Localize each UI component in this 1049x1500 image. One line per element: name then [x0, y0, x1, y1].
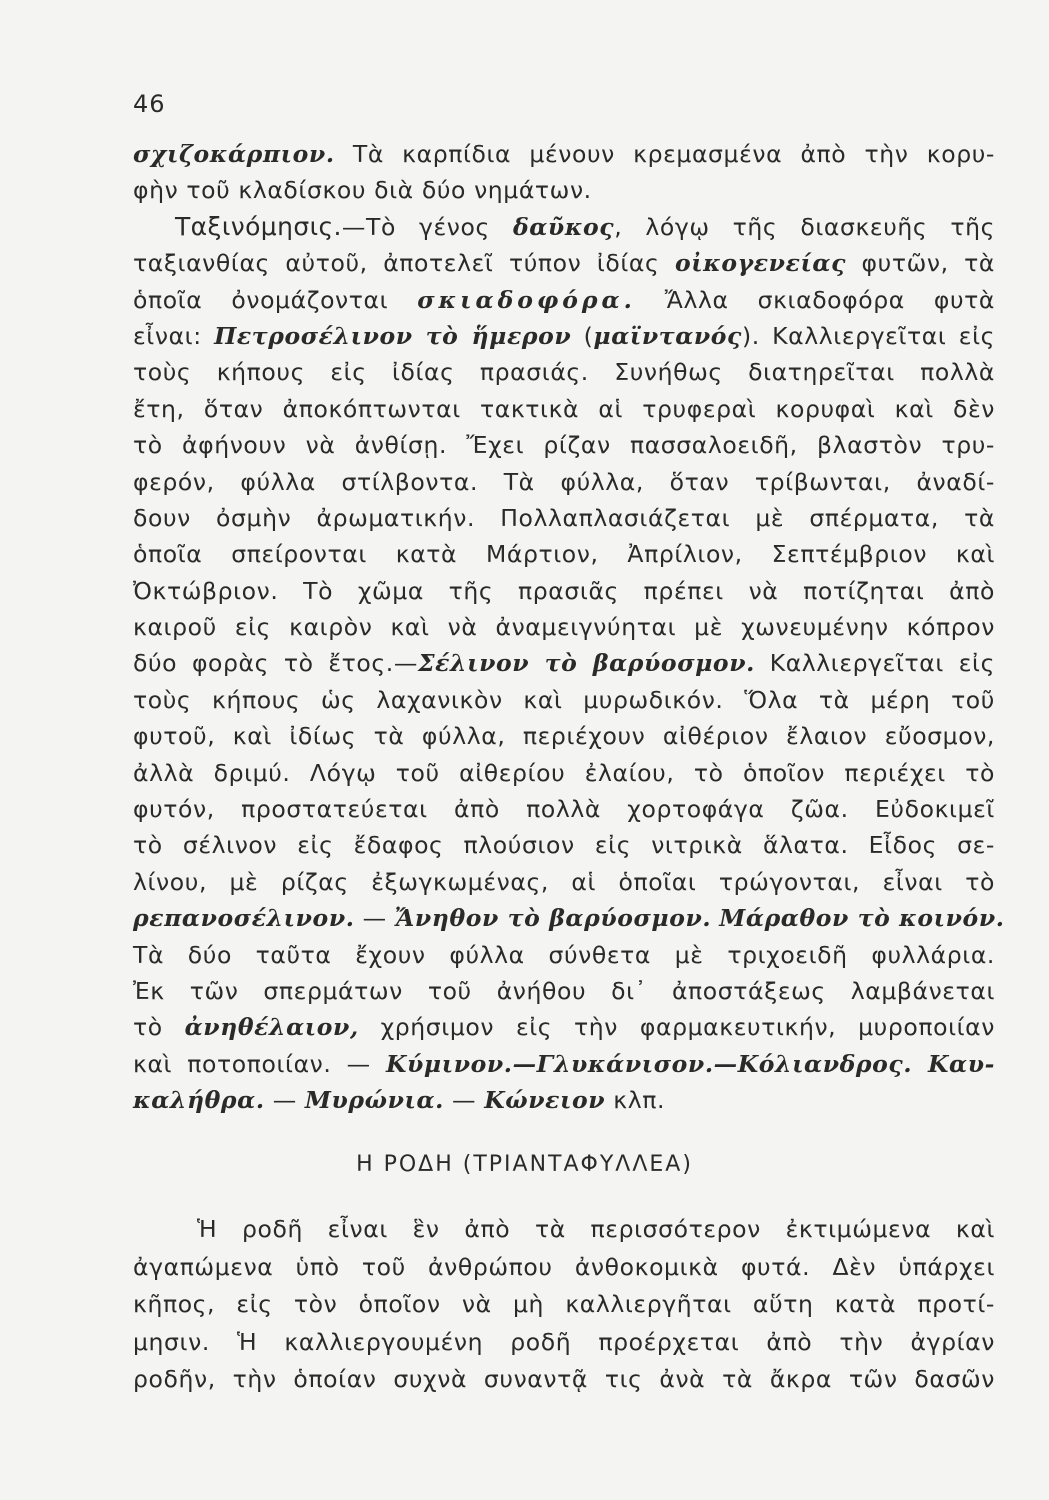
text-line: ροδῆν, τὴν ὁποίαν συχνὰ συναντᾷ τις ἀνὰ τὰ ἄκρα τῶν δασῶν	[133, 1365, 995, 1393]
italic-term: δαῦκος	[512, 212, 615, 241]
text-line: Ταξινόμησις.—Τὸ γένος δαῦκος, λόγῳ τῆς διασκευῆς τῆς	[175, 211, 995, 241]
italic-term: σχιζοκάρπιον.	[133, 140, 335, 168]
italic-term: καλήθρα.	[133, 1086, 265, 1115]
text-line: τοὺς κήπους ὡς λαχανικὸν καὶ μυρωδικόν. Ὅλα τὰ μέρη τοῦ	[133, 685, 995, 714]
text-line: μησιν. Ἡ καλλιεργουμένη ροδῆ προέρχεται ἀπὸ τὴν ἀγρίαν	[133, 1327, 995, 1356]
italic-term: Κώνειον	[484, 1086, 606, 1115]
text-line: ρεπανοσέλινον. — Ἄνηθον τὸ βαρύοσμον. Μάραθον τὸ κοινόν.	[133, 904, 1005, 933]
text-line: Ἐκ τῶν σπερμάτων τοῦ ἀνήθου δι᾽ ἀποστάξεως λαμβάνεται	[133, 976, 995, 1005]
text-line: ταξιανθίας αὐτοῦ, ἀποτελεῖ τύπον ἰδίας οἰκογενείας φυτῶν, τὰ	[133, 249, 996, 278]
italic-term: ρεπανοσέλινον.	[133, 904, 355, 933]
italic-term: ἀνηθέλαιον,	[184, 1013, 359, 1042]
text-line: τοὺς κήπους εἰς ἰδίας πρασιάς. Συνήθως διατηρεῖται πολλὰ	[133, 358, 995, 387]
text-line: φυτόν, προστατεύεται ἀπὸ πολλὰ χορτοφάγα ζῶα. Εὐδοκιμεῖ	[133, 795, 995, 824]
italic-term: Πετροσέλινον τὸ ἥμερον	[214, 321, 572, 350]
text-line: φυτοῦ, καὶ ἰδίως τὰ φύλλα, περιέχουν αἰθέριον ἔλαιον εὔοσμον,	[133, 722, 995, 751]
text-line: Ὀκτώβριον. Τὸ χῶμα τῆς πρασιᾶς πρέπει νὰ ποτίζηται ἀπὸ	[133, 576, 995, 605]
text-line: κῆπος, εἰς τὸν ὁποῖον νὰ μὴ καλλιεργῆται αὕτη κατὰ προτί-	[133, 1290, 995, 1318]
text-line: καλήθρα. — Μυρώνια. — Κώνειον κλπ.	[133, 1086, 666, 1115]
text-line: τὸ ἀφήνουν νὰ ἀνθίσῃ. Ἔχει ρίζαν πασσαλοειδῆ, βλαστὸν τρυ-	[133, 431, 995, 460]
text-line: δουν ὀσμὴν ἀρωματικήν. Πολλαπλασιάζεται μὲ σπέρματα, τὰ	[133, 503, 995, 532]
section-text-block	[133, 1211, 995, 1399]
section-title: Η ΡΟΔΗ (ΤΡΙΑΝΤΑΦΥΛΛΕΑ)	[356, 1152, 693, 1177]
text-line: τὸ ἀνηθέλαιον, χρήσιμον εἰς τὴν φαρμακευτικήν, μυροποιίαν	[133, 1013, 995, 1042]
text-line: Τὰ δύο ταῦτα ἔχουν φύλλα σύνθετα μὲ τριχοειδῆ φυλλάρια.	[133, 940, 995, 969]
text-line: ὁποῖα ὀνομάζονται σκιαδοφόρα. Ἄλλα σκιαδοφόρα φυτὰ	[133, 285, 995, 314]
text-line: δύο φορὰς τὸ ἔτος.—Σέλινον τὸ βαρύοσμον. Καλλιεργεῖται εἰς	[133, 649, 995, 678]
text-line: ἀλλὰ δριμύ. Λόγῳ τοῦ αἰθερίου ἐλαίου, τὸ ὁποῖον περιέχει τὸ	[133, 758, 995, 787]
text-line: ἀγαπώμενα ὑπὸ τοῦ ἀνθρώπου ἀνθοκομικὰ φυτά. Δὲν ὑπάρχει	[133, 1252, 995, 1281]
italic-term: σκιαδοφόρα.	[417, 285, 636, 314]
text-line: τὸ σέλινον εἰς ἔδαφος πλούσιον εἰς νιτρικὰ ἅλατα. Εἶδος σε-	[133, 831, 995, 860]
text-line: ὁποῖα σπείρονται κατὰ Μάρτιον, Ἀπρίλιον, Σεπτέμβριον καὶ	[133, 540, 995, 569]
text-line: καιροῦ εἰς καιρὸν καὶ νὰ ἀναμειγνύηται μὲ χωνευμένην κόπρον	[133, 613, 995, 642]
text-line: Ἡ ροδῆ εἶναι ἓν ἀπὸ τὰ περισσότερον ἐκτιμώμενα καὶ	[197, 1215, 995, 1243]
italic-term: μαϊντανός	[593, 321, 742, 350]
page-number: 46	[133, 90, 166, 118]
text-line: φὴν τοῦ κλαδίσκου διὰ δύο νημάτων.	[133, 176, 592, 205]
subsection-heading: Ταξινόμησις.	[175, 211, 342, 241]
text-line: ἔτη, ὅταν ἀποκόπτωνται τακτικὰ αἱ τρυφεραὶ κορυφαὶ καὶ δὲν	[133, 394, 995, 423]
italic-term: Σέλινον τὸ βαρύοσμον.	[417, 649, 755, 678]
text-line: καὶ ποτοποιίαν. — Κύμινον.—Γλυκάνισον.—Κόλιανδρος. Καυ-	[133, 1049, 995, 1078]
italic-term: Ἄνηθον τὸ βαρύοσμον.	[394, 904, 712, 933]
italic-term: Μυρώνια.	[304, 1086, 444, 1115]
text-line: εἶναι: Πετροσέλινον τὸ ἥμερον (μαϊντανός). Καλλιεργεῖται εἰς	[133, 321, 996, 350]
main-text-block	[133, 136, 1005, 1119]
italic-term: οἰκογενείας	[674, 249, 847, 278]
text-line: φερόν, φύλλα στίλβοντα. Τὰ φύλλα, ὅταν τρίβωνται, ἀναδί-	[133, 467, 995, 496]
italic-term: Μάραθον τὸ κοινόν.	[719, 904, 1005, 933]
italic-term: Κύμινον.—Γλυκάνισον.—Κόλιανδρος. Καυ-	[386, 1049, 995, 1078]
text-line: σχιζοκάρπιον. Τὰ καρπίδια μένουν κρεμασμένα ἀπὸ τὴν κορυ-	[133, 140, 995, 168]
text-line: λίνου, μὲ ρίζας ἐξωγκωμένας, αἱ ὁποῖαι τρώγονται, εἶναι τὸ	[133, 867, 995, 896]
